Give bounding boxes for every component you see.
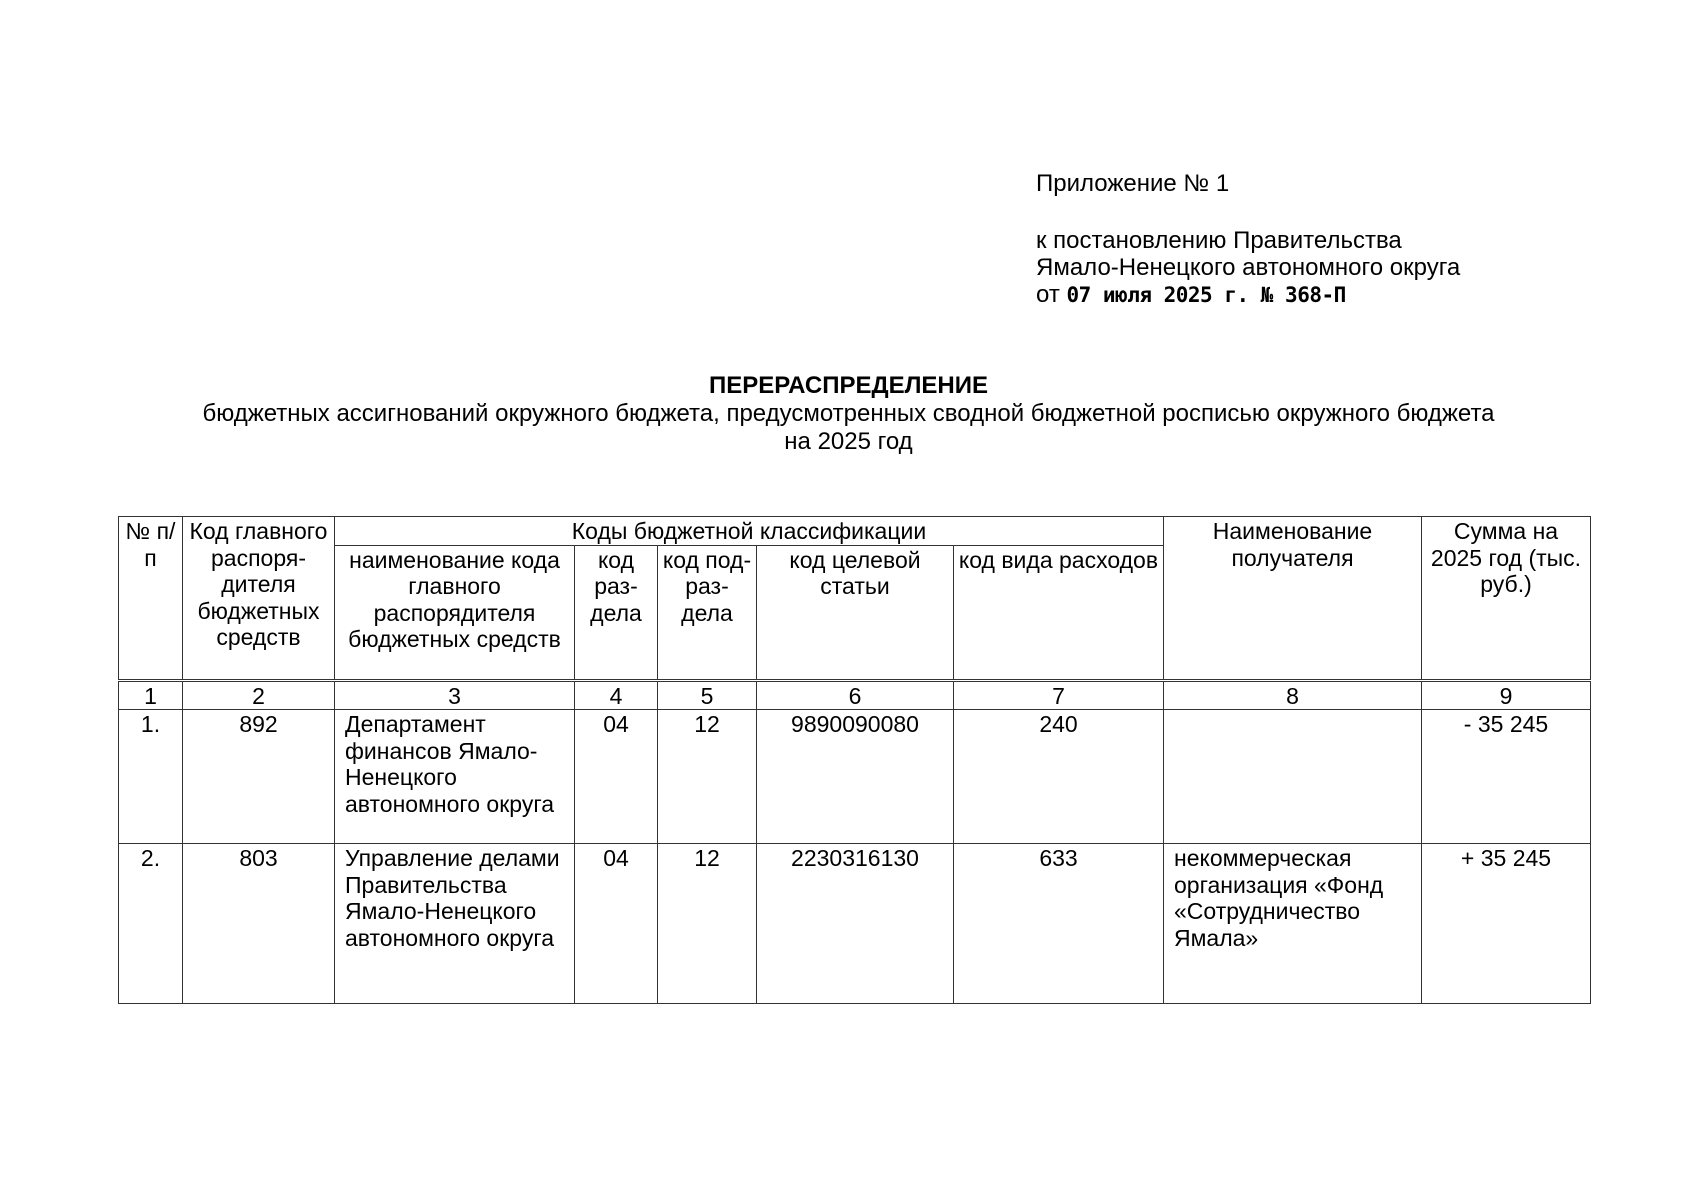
row-num: 2. bbox=[119, 844, 183, 1004]
document-subtitle-line1: бюджетных ассигнований окружного бюджета, предусмотренных сводной бюджетной росписью окружного бюджета bbox=[202, 400, 1495, 427]
appendix-ref-line1: к постановлению Правительства bbox=[1036, 227, 1402, 254]
header-row-1 bbox=[119, 517, 1591, 546]
appendix-date-line bbox=[1036, 281, 1460, 309]
document-subtitle-line2: на 2025 год bbox=[784, 428, 913, 455]
column-number: 9 bbox=[1422, 680, 1591, 710]
header-expense-type: код вида расходов bbox=[954, 545, 1164, 680]
row-target: 9890090080 bbox=[757, 710, 954, 844]
row-grbs-code: 892 bbox=[183, 710, 335, 844]
header-num: № п/п bbox=[119, 517, 183, 681]
row-subsection: 12 bbox=[658, 710, 757, 844]
document-title: ПЕРЕРАСПРЕДЕЛЕНИЕ bbox=[708, 372, 989, 399]
column-number: 1 bbox=[119, 680, 183, 710]
column-number: 6 bbox=[757, 680, 954, 710]
header-subsection: код под- раз- дела bbox=[658, 545, 757, 680]
table-row bbox=[119, 710, 1591, 844]
appendix-ref-line2: Ямало-Ненецкого автономного округа bbox=[1036, 254, 1461, 281]
row-target: 2230316130 bbox=[757, 844, 954, 1004]
column-number: 5 bbox=[658, 680, 757, 710]
document-heading bbox=[0, 372, 1697, 456]
column-number: 7 bbox=[954, 680, 1164, 710]
row-recipient bbox=[1164, 710, 1422, 844]
reallocation-table bbox=[118, 516, 1591, 1004]
row-amount: + 35 245 bbox=[1422, 844, 1591, 1004]
row-grbs-name: Управление делами Правительства Ямало-Ненецкого автономного округа bbox=[335, 844, 575, 1004]
row-recipient: некоммерческая организация «Фонд «Сотрудничество Ямала» bbox=[1164, 844, 1422, 1004]
header-target: код целевой статьи bbox=[757, 545, 954, 680]
header-grbs-name: наименование кода главного распорядителя бюджетных средств bbox=[335, 545, 575, 680]
column-number: 4 bbox=[575, 680, 658, 710]
column-number: 3 bbox=[335, 680, 575, 710]
row-num: 1. bbox=[119, 710, 183, 844]
header-amount: Сумма на 2025 год (тыс. руб.) bbox=[1422, 517, 1591, 681]
table-row bbox=[119, 844, 1591, 1004]
appendix-block bbox=[1036, 170, 1460, 309]
row-section: 04 bbox=[575, 710, 658, 844]
row-grbs-name: Департамент финансов Ямало-Ненецкого автономного округа bbox=[335, 710, 575, 844]
row-section: 04 bbox=[575, 844, 658, 1004]
header-recipient: Наименование получателя bbox=[1164, 517, 1422, 681]
header-section: код раз- дела bbox=[575, 545, 658, 680]
row-expense-type: 240 bbox=[954, 710, 1164, 844]
row-grbs-code: 803 bbox=[183, 844, 335, 1004]
row-expense-type: 633 bbox=[954, 844, 1164, 1004]
appendix-label: Приложение № 1 bbox=[1036, 170, 1230, 197]
row-subsection: 12 bbox=[658, 844, 757, 1004]
column-numbers-row bbox=[119, 680, 1591, 710]
column-number: 8 bbox=[1164, 680, 1422, 710]
date-stamp: 07 июля 2025 г. № 368-П bbox=[1066, 283, 1346, 307]
header-classification-group: Коды бюджетной классификации bbox=[335, 517, 1164, 546]
column-number: 2 bbox=[183, 680, 335, 710]
header-grbs-code: Код главного распоря- дителя бюджетных средств bbox=[183, 517, 335, 681]
row-amount: - 35 245 bbox=[1422, 710, 1591, 844]
date-prefix: от bbox=[1036, 281, 1060, 308]
